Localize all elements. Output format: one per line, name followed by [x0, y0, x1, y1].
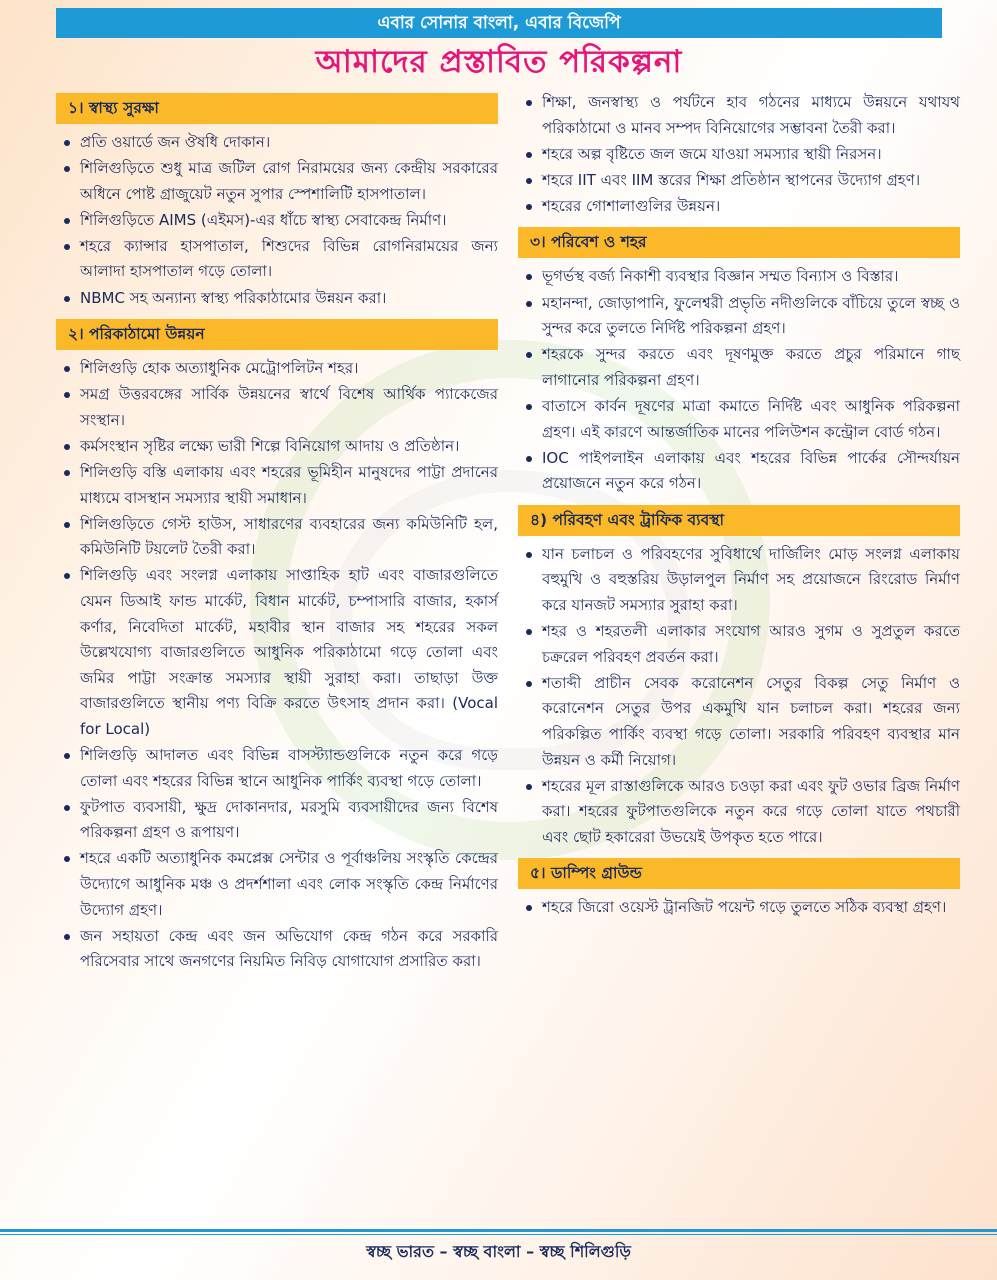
- bullet-icon: [64, 522, 70, 528]
- bullet-icon: [64, 856, 70, 862]
- bullet-icon: [64, 934, 70, 940]
- section-heading-transport: ৪) পরিবহণ এবং ট্রাফিক ব্যবস্থা: [518, 505, 960, 536]
- list-item: শিক্ষা, জনস্বাস্থ্য ও পর্যটনে হাব গঠনের মাধ্যমে উন্নয়নে যথাযথ পরিকাঠামো ও মানব সম্পদ বিনিয়োগের সম্ভাবনা তৈরী করা।: [518, 90, 960, 141]
- transport-list: [518, 542, 960, 851]
- section-heading-health: ১। স্বাস্থ্য সুরক্ষা: [56, 93, 498, 124]
- bullet-icon: [526, 784, 532, 790]
- list-item: প্রতি ওয়ার্ডে জন ঔষধি দোকান।: [56, 130, 498, 156]
- list-item: শিলিগুড়ি বস্তি এলাকায় এবং শহরের ভূমিহীন মানুষদের পাট্টা প্রদানের মাধ্যমে বাসস্থান সমস্যার স্থায়ী সমাধান।: [56, 460, 498, 511]
- bullet-icon: [526, 204, 532, 210]
- list-item: শহরে অল্প বৃষ্টিতে জল জমে যাওয়া সমস্যার স্থায়ী নিরসন।: [518, 142, 960, 168]
- footer-divider: [0, 1229, 997, 1232]
- infrastructure-list: [56, 356, 498, 975]
- list-item: শহরের মূল রাস্তাগুলিকে আরও চওড়া করা এবং ফুট ওভার ব্রিজ নির্মাণ করা। শহরের ফুটপাতগুলিকে নতুন করে গড়ে তোলা যাতে পথচারী এবং ছোট হকারেরা উভয়েই উপকৃত হতে পারে।: [518, 774, 960, 851]
- health-list: [56, 130, 498, 311]
- list-item: শহর ও শহরতলী এলাকার সংযোগ আরও সুগম ও সুপ্রতুল করতে চক্ররেল পরিবহণ প্রবর্তন করা।: [518, 619, 960, 670]
- list-item: শহরে জিরো ওয়েস্ট ট্রানজিট পয়েন্ট গড়ে তুলতে সঠিক ব্যবস্থা গ্রহণ।: [518, 895, 960, 921]
- section-heading-environment: ৩। পরিবেশ ও শহর: [518, 227, 960, 258]
- dumping-ground-list: [518, 895, 960, 921]
- list-item: সমগ্র উত্তরবঙ্গের সার্বিক উন্নয়নের স্বার্থে বিশেষ আর্থিক প্যাকেজের সংস্থান।: [56, 382, 498, 433]
- list-item: IOC পাইপলাইন এলাকায় এবং শহরের বিভিন্ন পার্কের সৌন্দর্যায়ন প্রয়োজনে নতুন করে গঠন।: [518, 446, 960, 497]
- bullet-icon: [526, 905, 532, 911]
- bullet-icon: [526, 301, 532, 307]
- environment-list: [518, 264, 960, 496]
- list-item: ভূগর্ভস্থ বর্জ্য নিকাশী ব্যবস্থার বিজ্ঞান সম্মত বিন্যাস ও বিস্তার।: [518, 264, 960, 290]
- page-title: আমাদের প্রস্তাবিত পরিকল্পনা: [315, 44, 683, 80]
- bullet-icon: [64, 166, 70, 172]
- list-item: জন সহায়তা কেন্দ্র এবং জন অভিযোগ কেন্দ্র গঠন করে সরকারি পরিসেবার সাথে জনগণের নিয়মিত নিবিড় যোগাযোগ প্রসারিত করা।: [56, 924, 498, 975]
- bullet-icon: [526, 404, 532, 410]
- bullet-icon: [64, 573, 70, 579]
- footer-slogan: স্বচ্ছ ভারত – স্বচ্ছ বাংলা – স্বচ্ছ শিলিগুড়ি: [366, 1242, 631, 1261]
- slogan-banner: এবার সোনার বাংলা, এবার বিজেপি: [56, 8, 942, 38]
- list-item: শিলিগুড়িতে AIMS (এইমস)-এর ধাঁচে স্বাস্থ্য সেবাকেন্দ্র নির্মাণ।: [56, 208, 498, 234]
- list-item: শহরের গোশালাগুলির উন্নয়ন।: [518, 194, 960, 220]
- list-item: শিলিগুড়ি এবং সংলগ্ন এলাকায় সাপ্তাহিক হাট এবং বাজারগুলিতে যেমন ডিআই ফান্ড মার্কেট, বিধান মার্কেট, চম্পাসারি বাজার, হকার্স কর্ণার, নিবেদিতা মার্কেট, মহাবীর স্থান বাজার সহ শহরের সকল উল্লেখযোগ্য বাজারগুলিতে আধুনিক পরিকাঠামো গড়ে তোলা এবং জমির পাট্টা সংক্রান্ত সমস্যার স্থায়ী সুরাহা করা। তাছাড়া উক্ত বাজারগুলিতে স্থানীয় পণ্য বিক্রি করতে উৎসাহ প্রদান করা। (Vocal for Local): [56, 563, 498, 742]
- list-item: শতাব্দী প্রাচীন সেবক করোনেশন সেতুর বিকল্প সেতু নির্মাণ ও করোনেশন সেতুর উপর একমুখি যান চলাচল করা। শহরের জন্য পরিকল্পিত পার্কিং ব্যবস্থা গড়ে তোলা। সরকারি পরিবহণ ব্যবস্থার মান উন্নয়ন ও কর্মী নিয়োগ।: [518, 671, 960, 773]
- bullet-icon: [64, 444, 70, 450]
- bullet-icon: [526, 552, 532, 558]
- list-item: NBMC সহ অন্যান্য স্বাস্থ্য পরিকাঠামোর উন্নয়ন করা।: [56, 286, 498, 312]
- bullet-icon: [64, 218, 70, 224]
- bullet-icon: [64, 805, 70, 811]
- list-item: যান চলাচল ও পরিবহণের সুবিধার্থে দার্জিলিং মোড় সংলগ্ন এলাকায় বহুমুখি ও বহুস্তরিয় উড়ালপুল নির্মাণ সহ প্রয়োজনে রিংরোড নির্মাণ করে যানজট সমস্যার সুরাহা করা।: [518, 542, 960, 619]
- footer-divider-thin: [0, 1234, 997, 1235]
- list-item: শিলিগুড়িতে শুধু মাত্র জটিল রোগ নিরাময়ের জন্য কেন্দ্রীয় সরকারের অধিনে পোষ্ট গ্রাজুয়েট নতুন সুপার স্পেশালিটি হাসপাতাল।: [56, 156, 498, 207]
- list-item: মহানন্দা, জোড়াপানি, ফুলেশ্বরী প্রভৃতি নদীগুলিকে বাঁচিয়ে তুলে স্বচ্ছ ও সুন্দর করে তুলতে নির্দিষ্ট পরিকল্পনা গ্রহণ।: [518, 291, 960, 342]
- bullet-icon: [64, 392, 70, 398]
- list-item: শহরে IIT এবং IIM স্তরের শিক্ষা প্রতিষ্ঠান স্থাপনের উদ্যোগ গ্রহণ।: [518, 168, 960, 194]
- bullet-icon: [64, 140, 70, 146]
- list-item: বাতাসে কার্বন দূষণের মাত্রা কমাতে নির্দিষ্ট এবং আধুনিক পরিকল্পনা গ্রহণ। এই কারণে আন্তর্জাতিক মানের পলিউশন কন্ট্রোল বোর্ড গঠন।: [518, 394, 960, 445]
- bullet-icon: [64, 244, 70, 250]
- section-heading-dumping-ground: ৫। ডাম্পিং গ্রাউন্ড: [518, 858, 960, 889]
- list-item: কর্মসংস্থান সৃষ্টির লক্ষ্যে ভারী শিল্পে বিনিয়োগ আদায় ও প্রতিষ্ঠান।: [56, 434, 498, 460]
- bullet-icon: [526, 274, 532, 280]
- right-column: [518, 90, 960, 922]
- bullet-icon: [526, 100, 532, 106]
- list-item: শিলিগুড়ি আদালত এবং বিভিন্ন বাসস্ট্যান্ডগুলিকে নতুন করে গড়ে তোলা এবং শহরের বিভিন্ন স্থানে আধুনিক পার্কিং ব্যবস্থা গড়ে তোলা।: [56, 743, 498, 794]
- list-item: শহরে একটি অত্যাধুনিক কমপ্লেক্স সেন্টার ও পূর্বাঞ্চলিয় সংস্কৃতি কেন্দ্রের উদ্যোগে আধুনিক মঞ্চ ও প্রদর্শশালা এবং লোক সংস্কৃতি কেন্দ্র নির্মাণের উদ্যোগ গ্রহণ।: [56, 846, 498, 923]
- bullet-icon: [526, 456, 532, 462]
- list-item: শিলিগুড়িতে গেস্ট হাউস, সাধারণের ব্যবহারের জন্য কমিউনিটি হল, কমিউনিটি টয়লেট তৈরী করা।: [56, 512, 498, 563]
- bullet-icon: [64, 366, 70, 372]
- bullet-icon: [64, 753, 70, 759]
- list-item: শিলিগুড়ি হোক অত্যাধুনিক মেট্রোপলিটন শহর।: [56, 356, 498, 382]
- bullet-icon: [526, 178, 532, 184]
- bullet-icon: [526, 681, 532, 687]
- section-heading-infrastructure: ২। পরিকাঠামো উন্নয়ন: [56, 319, 498, 350]
- list-item: শহরকে সুন্দর করতে এবং দূষণমুক্ত করতে প্রচুর পরিমানে গাছ লাগানোর পরিকল্পনা গ্রহণ।: [518, 342, 960, 393]
- list-item: ফুটপাত ব্যবসায়ী, ক্ষুদ্র দোকানদার, মরসুমি ব্যবসায়ীদের জন্য বিশেষ পরিকল্পনা গ্রহণ ও রূপায়ণ।: [56, 795, 498, 846]
- infrastructure-list-continued: [518, 90, 960, 219]
- left-column: [56, 90, 498, 975]
- bullet-icon: [64, 296, 70, 302]
- bullet-icon: [526, 629, 532, 635]
- bullet-icon: [64, 470, 70, 476]
- list-item: শহরে ক্যান্সার হাসপাতাল, শিশুদের বিভিন্ন রোগনিরাময়ের জন্য আলাদা হাসপাতাল গড়ে তোলা।: [56, 234, 498, 285]
- bullet-icon: [526, 152, 532, 158]
- bullet-icon: [526, 352, 532, 358]
